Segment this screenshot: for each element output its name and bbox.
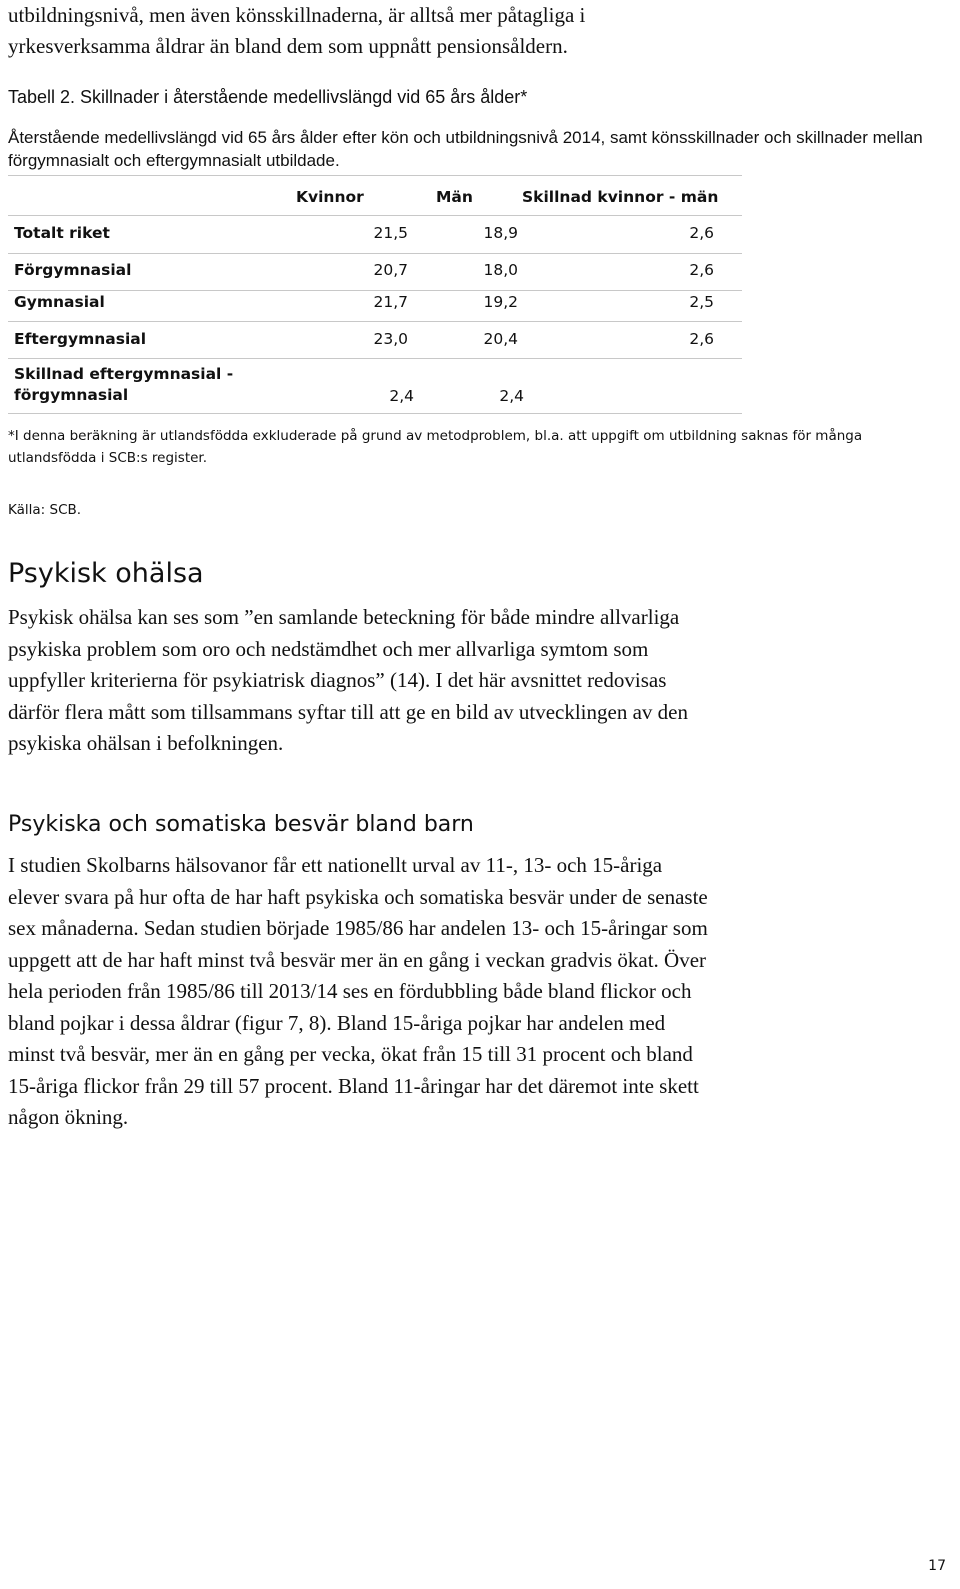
cell-man: 20,4 [483, 330, 518, 348]
row-label: Eftergymnasial [14, 330, 147, 348]
table-row-rule [8, 358, 742, 359]
column-header-kvinnor: Kvinnor [296, 188, 364, 206]
page-number: 17 [928, 1558, 946, 1574]
subsection-paragraph [8, 850, 938, 1134]
table-row-rule [8, 290, 742, 291]
table-source: Källa: SCB. [8, 502, 82, 518]
paragraph-line: psykiska problem som oro och nedstämdhet och mer allvarliga symtom som [8, 636, 649, 661]
cell-kvinnor: 23,0 [373, 330, 408, 348]
cell-kvinnor: 21,5 [373, 224, 408, 242]
paragraph-line: därför flera mått som tillsammans syftar till att ge en bild av utvecklingen av den [8, 699, 688, 724]
intro-line: utbildningsnivå, men även könsskillnaderna, är alltså mer påtagliga i [8, 3, 586, 27]
table-description: Återstående medellivslängd vid 65 års ålder efter kön och utbildningsnivå 2014, samt könsskillnader och skillnader mellan förgymnasialt och eftergymnasialt utbildade. [8, 128, 923, 170]
row-label-line2: förgymnasial [14, 386, 129, 404]
intro-line: yrkesverksamma åldrar än bland dem som uppnått pensionsåldern. [8, 34, 568, 58]
paragraph-line: Psykisk ohälsa kan ses som ”en samlande beteckning för både mindre allvarliga [8, 605, 680, 629]
column-header-skillnad: Skillnad kvinnor - män [522, 188, 719, 206]
table-title: Tabell 2. Skillnader i återstående medellivslängd vid 65 års ålder* [8, 87, 528, 107]
cell-man: 2,4 [499, 387, 524, 405]
paragraph-line: hela perioden från 1985/86 till 2013/14 ses en fördubbling både bland flickor och [8, 979, 692, 1003]
table-header-rule [8, 215, 742, 216]
cell-kvinnor: 2,4 [389, 387, 414, 405]
table-row-rule [8, 321, 742, 322]
paragraph-line: bland pojkar i dessa åldrar (figur 7, 8). Bland 15-åriga pojkar har andelen med [8, 1010, 666, 1035]
row-label: Förgymnasial [14, 261, 132, 279]
paragraph-line: uppgett att de har haft minst två besvär mer än en gång i veckan gradvis ökat. Över [8, 947, 707, 972]
paragraph-line: sex månaderna. Sedan studien började 1985/86 har andelen 13- och 15-åringar som [8, 916, 708, 940]
intro-paragraph [8, 0, 938, 62]
paragraph-line: 15-åriga flickor från 29 till 57 procent. Bland 11-åringar har det däremot inte skett [8, 1073, 699, 1098]
cell-kvinnor: 21,7 [373, 293, 408, 311]
paragraph-line: I studien Skolbarns hälsovanor får ett nationellt urval av 11-, 13- och 15-åriga [8, 853, 663, 877]
cell-kvinnor: 20,7 [373, 261, 408, 279]
section-paragraph [8, 602, 938, 760]
cell-man: 19,2 [483, 293, 518, 311]
paragraph-line: uppfyller kriterierna för psykiatrisk diagnos” (14). I det här avsnittet redovisas [8, 668, 667, 692]
column-header-man: Män [436, 188, 473, 206]
cell-man: 18,9 [483, 224, 518, 242]
row-label-line1: Skillnad eftergymnasial - [14, 365, 234, 383]
cell-skillnad: 2,6 [689, 261, 714, 279]
table-bottom-rule [8, 413, 742, 414]
row-label: Gymnasial [14, 293, 105, 311]
cell-skillnad: 2,5 [689, 293, 714, 311]
paragraph-line: någon ökning. [8, 1105, 129, 1129]
cell-skillnad: 2,6 [689, 224, 714, 242]
subsection-heading: Psykiska och somatiska besvär bland barn [8, 812, 474, 837]
table-top-rule [8, 175, 742, 176]
cell-skillnad: 2,6 [689, 330, 714, 348]
paragraph-line: minst två besvär, mer än en gång per vecka, ökat från 15 till 31 procent och bland [8, 1042, 693, 1066]
cell-man: 18,0 [483, 261, 518, 279]
table-row-rule [8, 253, 742, 254]
paragraph-line: psykiska ohälsan i befolkningen. [8, 731, 284, 755]
section-heading: Psykisk ohälsa [8, 558, 204, 589]
table-footnote: *I denna beräkning är utlandsfödda exkluderade på grund av metodproblem, bl.a. att uppgift om utbildning saknas för många utlandsfödda i SCB:s register. [8, 428, 863, 466]
paragraph-line: elever svara på hur ofta de har haft psykiska och somatiska besvär under de senaste [8, 884, 708, 909]
row-label: Totalt riket [14, 224, 110, 242]
